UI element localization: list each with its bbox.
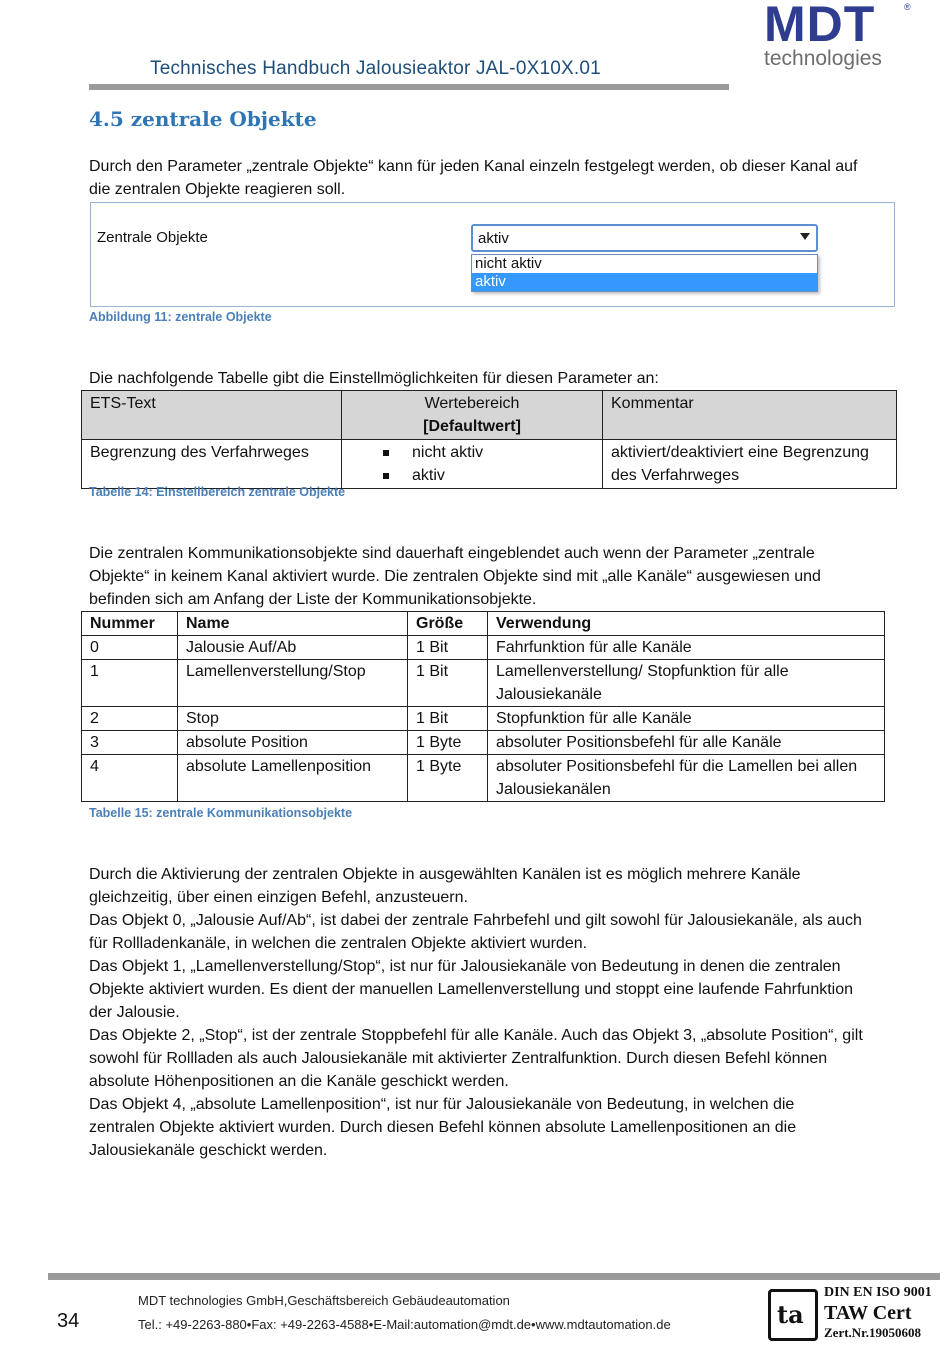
paragraph-p5: Das Objekt 4, „absolute Lamellenposition“, ist nur für Jalousiekanäle von Bedeutung, in welchen die zentralen Objekte aktiviert wurden. Durch diesen Befehl können absolute Lamellenpositionen an die Jalousiekanäle geschickt werden.: [89, 1096, 797, 1159]
table-header-row: [82, 391, 897, 440]
table-row: [82, 440, 897, 489]
registered-mark: ®: [904, 2, 911, 12]
cell-nummer: 3: [82, 731, 178, 755]
table-row: [82, 636, 885, 660]
header-wertebereich: [342, 391, 603, 440]
mdt-logo: [764, 2, 914, 74]
figure-caption: Abbildung 11: zentrale Objekte: [89, 310, 272, 324]
cell-verwendung: Stopfunktion für alle Kanäle: [488, 707, 885, 731]
cert-number: Zert.Nr.19050608: [824, 1325, 922, 1340]
page-number: 34: [57, 1310, 80, 1332]
header-kommentar: Kommentar: [603, 391, 897, 440]
header-name: Name: [178, 612, 408, 636]
cell-groesse: 1 Bit: [408, 660, 488, 707]
cell-groesse: 1 Byte: [408, 731, 488, 755]
table-row: [82, 731, 885, 755]
cell-nummer: 2: [82, 707, 178, 731]
footer-divider: [48, 1273, 940, 1280]
table15-intro: Die zentralen Kommunikationsobjekte sind dauerhaft eingeblendet auch wenn der Parameter „zentrale Objekte“ in keinem Kanal aktiviert wurde. Die zentralen Objekte sind mit „alle Kanäle“ ausgewiesen und befinden sich am Anfang der Liste der Kommunikationsobjekte.: [89, 545, 821, 608]
paragraph-p3: Das Objekt 1, „Lamellenverstellung/Stop“, ist nur für Jalousiekanäle von Bedeutung in denen die zentralen Objekte aktiviert wurden. Es dient der manuellen Lamellenverstellung und stoppt eine laufende Fahrfunktion der Jalousie.: [89, 958, 854, 1021]
header-wertebereich-label: Wertebereich: [424, 395, 520, 412]
header-verwendung: Verwendung: [488, 612, 885, 636]
table-header-row: [82, 612, 885, 636]
cell-nummer: 1: [82, 660, 178, 707]
cell-groesse: 1 Byte: [408, 755, 488, 802]
settings-table: [81, 390, 897, 489]
table14-caption: Tabelle 14: Einstellbereich zentrale Objekte: [89, 485, 346, 499]
header-groesse: Größe: [408, 612, 488, 636]
chevron-down-icon[interactable]: [800, 233, 810, 240]
cell-verwendung: Fahrfunktion für alle Kanäle: [488, 636, 885, 660]
select-dropdown-list: [471, 254, 818, 292]
central-objects-select[interactable]: [471, 224, 818, 252]
table14-intro: Die nachfolgende Tabelle gibt die Einstellmöglichkeiten für diesen Parameter an:: [89, 370, 659, 387]
value-option: aktiv: [350, 464, 594, 487]
communication-objects-table: [81, 611, 885, 802]
paragraph-p4: Das Objekte 2, „Stop“, ist der zentrale Stoppbefehl für alle Kanäle. Auch das Objekt 3, „absolute Position“, gilt sowohl für Rollladen als auch Jalousiekanäle mit aktivierter Zentralfunktion. Durch diesen Befehl können absolute Höhenpositionen an die Kanäle geschickt werden.: [89, 1027, 863, 1090]
table-row: [82, 707, 885, 731]
cell-name: absolute Lamellenposition: [178, 755, 408, 802]
value-option: nicht aktiv: [350, 441, 594, 464]
cell-name: absolute Position: [178, 731, 408, 755]
header-divider: [89, 84, 729, 90]
header-nummer: Nummer: [82, 612, 178, 636]
certification-logo-icon: [768, 1289, 818, 1341]
header-ets-text: ETS-Text: [82, 391, 342, 440]
cell-name: Stop: [178, 707, 408, 731]
option-nicht-aktiv[interactable]: nicht aktiv: [475, 255, 542, 272]
cell-comment: aktiviert/deaktiviert eine Begrenzung des Verfahrweges: [603, 440, 897, 489]
cert-standard: DIN EN ISO 9001: [824, 1285, 932, 1300]
section-intro: Durch den Parameter „zentrale Objekte“ kann für jeden Kanal einzeln festgelegt werden, ob dieser Kanal auf die zentralen Objekte reagieren soll.: [89, 158, 858, 198]
cell-groesse: 1 Bit: [408, 636, 488, 660]
cell-verwendung: absoluter Positionsbefehl für alle Kanäle: [488, 731, 885, 755]
parameter-figure: [90, 202, 895, 307]
table-row: [82, 755, 885, 802]
footer-contact: Tel.: +49-2263-880•Fax: +49-2263-4588•E-Mail:automation@mdt.de•www.mdtautomation.de: [138, 1317, 671, 1332]
body-paragraph: [89, 863, 864, 1162]
cell-nummer: 4: [82, 755, 178, 802]
footer-company: MDT technologies GmbH,Geschäftsbereich Gebäudeautomation: [138, 1293, 510, 1308]
parameter-label: Zentrale Objekte: [97, 229, 208, 246]
section-heading: 4.5 zentrale Objekte: [89, 107, 317, 131]
cell-verwendung: Lamellenverstellung/ Stopfunktion für alle Jalousiekanäle: [488, 660, 885, 707]
cell-groesse: 1 Bit: [408, 707, 488, 731]
logo-subtext: technologies: [764, 47, 882, 70]
table-row: [82, 660, 885, 707]
table15-caption: Tabelle 15: zentrale Kommunikationsobjekte: [89, 806, 353, 820]
cell-name: Jalousie Auf/Ab: [178, 636, 408, 660]
logo-wordmark: MDT: [764, 0, 876, 52]
header-defaultwert-label: [Defaultwert]: [423, 418, 521, 435]
cert-mark: ta: [777, 1300, 804, 1329]
cell-ets-text: Begrenzung des Verfahrweges: [82, 440, 342, 489]
option-aktiv[interactable]: aktiv: [472, 273, 817, 291]
cell-name: Lamellenverstellung/Stop: [178, 660, 408, 707]
cell-nummer: 0: [82, 636, 178, 660]
paragraph-p1: Durch die Aktivierung der zentralen Objekte in ausgewählten Kanälen ist es möglich mehrere Kanäle gleichzeitig, über einen einzigen Befehl, anzusteuern.: [89, 866, 801, 906]
cell-values: [342, 440, 603, 489]
cert-issuer: TAW Cert: [824, 1302, 912, 1324]
iso-certification-badge: [768, 1285, 938, 1345]
select-value: aktiv: [478, 230, 509, 247]
cell-verwendung: absoluter Positionsbefehl für die Lamellen bei allen Jalousiekanälen: [488, 755, 885, 802]
paragraph-p2: Das Objekt 0, „Jalousie Auf/Ab“, ist dabei der zentrale Fahrbefehl und gilt sowohl für Jalousiekanäle, als auch für Rollladenkanäle, in welchen die zentralen Objekte aktiviert wurden.: [89, 912, 862, 952]
document-title: Technisches Handbuch Jalousieaktor JAL-0X10X.01: [150, 58, 601, 79]
